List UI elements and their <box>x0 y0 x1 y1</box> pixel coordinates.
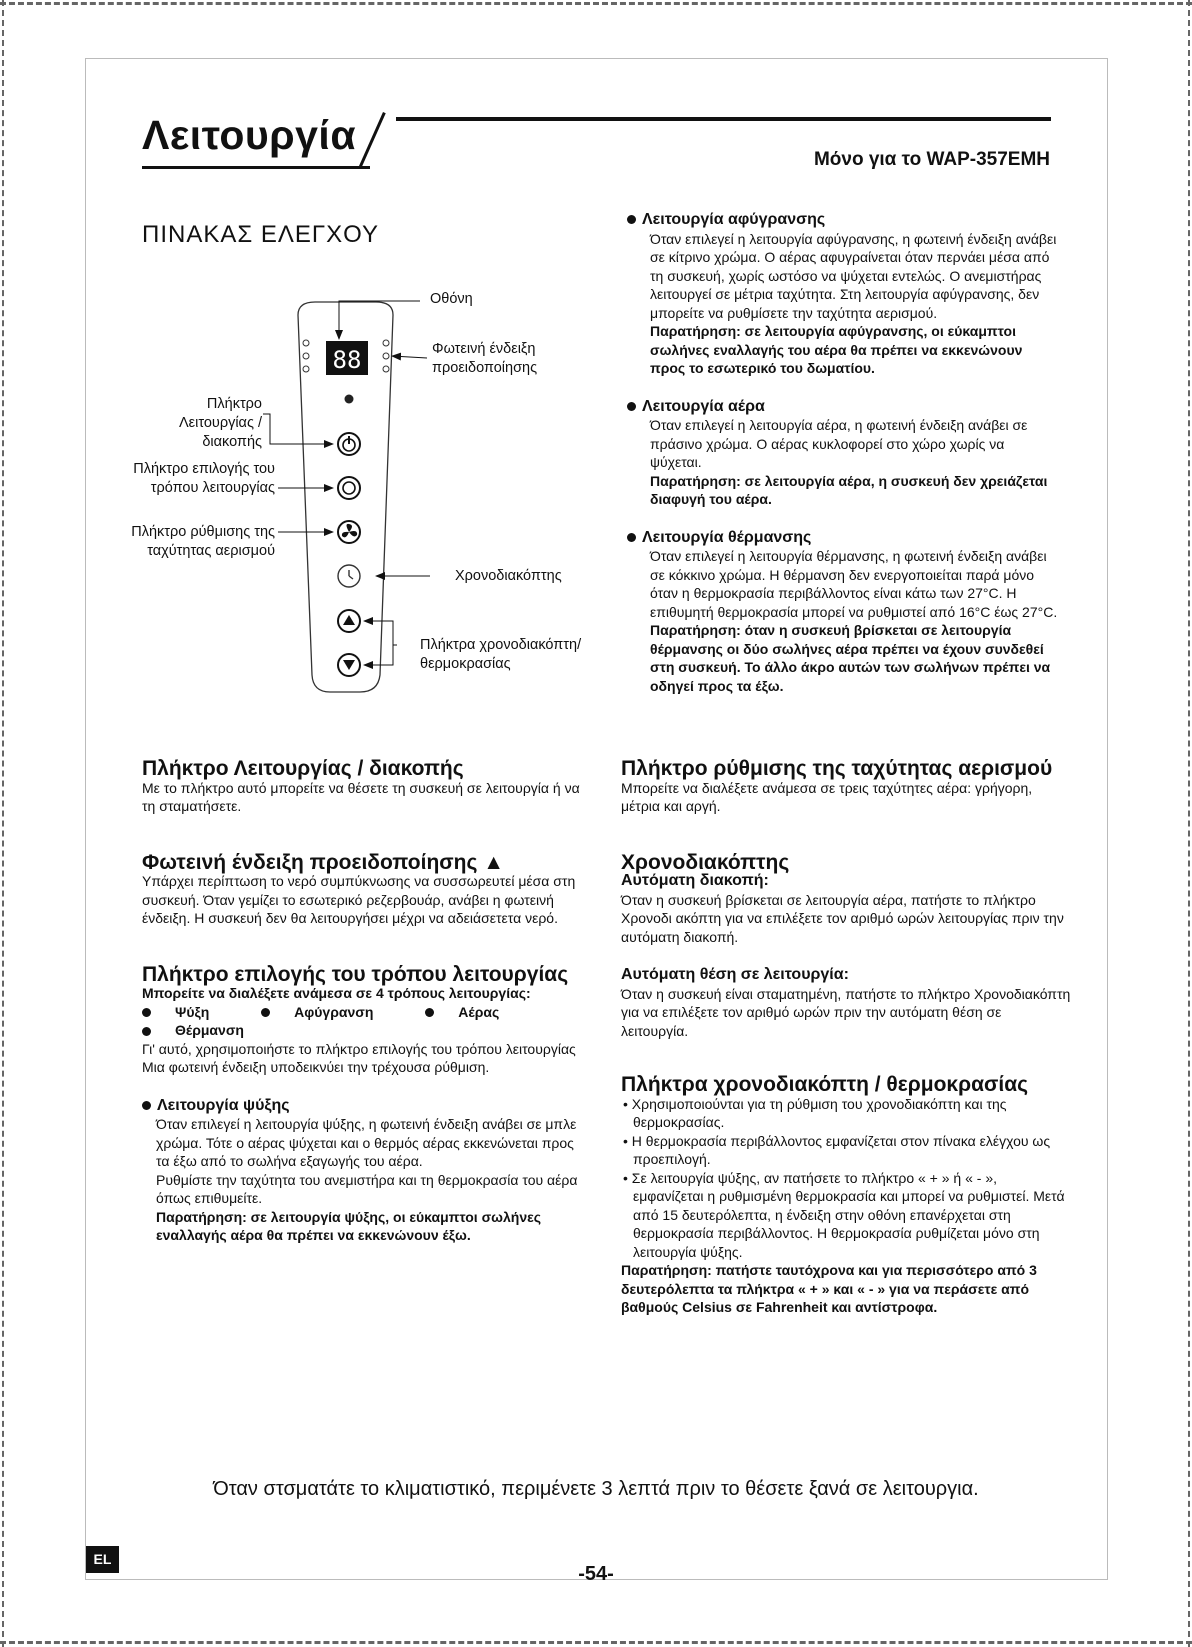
label-fan-key: Πλήκτρο ρύθμισης της ταχύτητας αερισμού <box>131 524 275 559</box>
heating-text: Όταν επιλεγεί η λειτουργία θέρμανσης, η φωτεινή ένδειξη ανάβει σε κόκκινο χρώμα. Η θέρμανση δεν ενεργοποιείται παρά μόνο όταν η θερμοκρασία περιβάλλοντος είναι κάτω των 27°C. Η επιθυμητή θερμοκρασία μπορεί να ρυθμιστεί από 16°C έως 27°C. <box>650 548 1058 620</box>
temp-down-button-icon[interactable] <box>338 654 360 676</box>
mode-intro: Μπορείτε να διαλέξετε ανάμεσα σε 4 τρόπους λειτουργίας: <box>142 985 531 1001</box>
label-timer-temp-keys: Πλήκτρα χρονοδιακόπτη/ θερμοκρασίας <box>420 637 582 672</box>
warning-text: Υπάρχει περίπτωση το νερό συμπύκνωσης να συσσωρευτεί μέσα στη συσκευή. Όταν γεμίζει το εσωτερικό ρεζερβουάρ, ανάβει η φωτεινή ένδειξη. Η συσκευή δεν θα λειτουργήσει μέχρι να αδειάσετετα νερό. <box>142 873 576 926</box>
control-panel-heading: ΠΙΝΑΚΑΣ ΕΛΕΓΧΟΥ <box>142 221 380 248</box>
cut-line-bottom <box>0 1641 1192 1644</box>
bullet-icon <box>627 533 636 542</box>
label-mode-key: Πλήκτρο επιλογής του τρόπου λειτουργίας <box>133 461 275 496</box>
mode-descriptions <box>627 211 1059 695</box>
page-number: -54- <box>578 1563 614 1585</box>
fan-mode-note: Παρατήρηση: σε λειτουργία αέρα, η συσκευή δεν χρειάζεται διαφυγή του αέρα. <box>650 472 1048 507</box>
dehumid-note: Παρατήρηση: σε λειτουργία αφύγρανσης, οι εύκαμπτοι σωλήνες εναλλαγής του αέρα θα πρέπει να εκκενώνουν προς το εσωτερικό του δωματίου. <box>650 323 1023 376</box>
dehumid-text: Όταν επιλεγεί η λειτουργία αφύγρανσης, η φωτεινή ένδειξη ανάβει σε κίτρινο χρώμα. Ο αέρας αφυγραίνεται όταν περνάει μέσα από τη συσκευή, χωρίς ωστόσο να ψύχεται εντελώς. Ο ανεμιστήρας λειτουργεί σε μέτρια ταχύτητα. Στη λειτουργία αφύγρανσης, δεν μπορείτε να ρυθμίσετε την ταχύτητα αερισμού. <box>650 230 1057 321</box>
left-column <box>142 757 582 1245</box>
cooling-note: Παρατήρηση: σε λειτουργία ψύξης, οι εύκαμπτοι σωλήνες εναλλαγής αέρα θα πρέπει να εκκενώνουν έξω. <box>156 1208 542 1243</box>
timer-title: Χρονοδιακόπτης <box>621 850 790 874</box>
cut-line-left <box>2 0 4 1647</box>
warning-title: Φωτεινή ένδειξη προειδοποίησης ▲ <box>142 850 505 874</box>
bullet-icon <box>627 402 636 411</box>
timer-temp-title: Πλήκτρα χρονοδιακόπτη / θερμοκρασίας <box>621 1073 1029 1096</box>
timer-temp-bullet: • Χρησιμοποιούνται για τη ρύθμιση του χρονοδιακόπτη και της θερμοκρασίας. <box>623 1095 1007 1130</box>
mode-item: Ψύξη <box>142 1004 233 1020</box>
display-digits: 88 <box>332 346 362 374</box>
cooling-title: Λειτουργία ψύξης <box>142 1097 582 1116</box>
timer-temp-note: Παρατήρηση: πατήστε ταυτόχρονα και για περισσότερο από 3 δευτερόλεπτα τα πλήκτρα « + » και « - » για να περάσετε από βαθμούς Celsius σε Fahrenheit και αντίστροφα. <box>621 1262 1037 1315</box>
mode-text: Γι' αυτό, χρησιμοποιήστε το πλήκτρο επιλογής του τρόπου λειτουργίας Μια φωτεινή ένδειξη υποδεικνύει την τρέχουσα ρύθμιση. <box>142 1040 576 1075</box>
bullet-icon <box>425 1008 434 1017</box>
label-power-key: Πλήκτρο Λειτουργίας / διακοπής <box>178 396 262 450</box>
power-text: Με το πλήκτρο αυτό μπορείτε να θέσετε τη συσκευή σε λειτουργία ή να τη σταματήσετε. <box>142 779 580 814</box>
right-column <box>621 757 1071 1317</box>
language-badge: EL <box>86 1546 119 1573</box>
temp-up-button-icon[interactable] <box>338 610 360 632</box>
warning-light <box>345 395 354 404</box>
timer-button-icon[interactable] <box>338 565 360 587</box>
mode-title: Πλήκτρο επιλογής του τρόπου λειτουργίας <box>142 962 569 986</box>
fan-speed-title: Πλήκτρο ρύθμισης της ταχύτητας αερισμού <box>621 757 1053 780</box>
mode-item: Θέρμανση <box>142 1022 268 1038</box>
bullet-icon <box>627 215 636 224</box>
fan-mode-text: Όταν επιλεγεί η λειτουργία αέρα, η φωτεινή ένδειξη ανάβει σε πράσινο χρώμα. Ο αέρας κυκλοφορεί στο χώρο χωρίς να ψύχεται. <box>650 417 1028 470</box>
timer-temp-bullet: • Η θερμοκρασία περιβάλλοντος εμφανίζεται στον πίνακα ελέγχου ως προεπιλογή. <box>623 1132 1051 1167</box>
warning-triangle-icon: ▲ <box>483 850 505 874</box>
cut-line-right <box>1188 0 1190 1647</box>
label-warning-light: Φωτεινή ένδειξη προειδοποίησης <box>432 341 538 376</box>
bullet-icon <box>142 1027 151 1036</box>
auto-on-title: Αυτόματη θέση σε λειτουργία: <box>621 966 849 983</box>
title-rule <box>396 117 1051 121</box>
mode-list <box>142 1003 582 1040</box>
fan-speed-text: Μπορείτε να διαλέξετε ανάμεσα σε τρεις ταχύτητες αέρα: γρήγορη, μέτρια και αργή. <box>621 779 1033 814</box>
cooling-text: Όταν επιλεγεί η λειτουργία ψύξης, η φωτεινή ένδειξη ανάβει σε μπλε χρώμα. Τότε ο αέρας ψύχεται και ο θερμός αέρας εκκενώνεται προς τα έξω από το σωλήνα εξαγωγής του αέρα. <box>156 1116 577 1169</box>
label-timer: Χρονοδιακόπτης <box>455 568 562 584</box>
fan-speed-button-icon[interactable] <box>338 521 360 543</box>
auto-on-text: Όταν η συσκευή είναι σταματημένη, πατήστε το πλήκτρο Χρονοδιακόπτη για να επιλέξετε τον αριθμό ωρών πριν την αυτόματη θέση σε λειτουργία. <box>621 985 1071 1039</box>
fan-mode-title: Λειτουργία αέρα <box>627 398 1059 417</box>
heating-note: Παρατήρηση: όταν η συσκευή βρίσκεται σε λειτουργία θέρμανσης οι δύο σωλήνες αέρα πρέπει να έχουν συνδεθεί στη συσκευή. Το άλλο άκρο αυτών των σωλήνων πρέπει να οδηγεί προς τα έξω. <box>650 622 1051 694</box>
model-note: Μόνο για το WAP-357EMH <box>813 149 1050 170</box>
auto-off-title: Αυτόματη διακοπή: <box>621 872 769 889</box>
heating-title: Λειτουργία θέρμανσης <box>627 529 1059 548</box>
cut-line-top <box>0 2 1192 5</box>
mode-button-icon[interactable] <box>338 477 360 499</box>
mode-item: Αέρας <box>425 1004 523 1020</box>
footer-note: Όταν στσματάτε το κλιματιστικό, περιμένετε 3 λεπτά πριν το θέσετε ξανά σε λειτουργια. <box>213 1478 979 1500</box>
power-title: Πλήκτρο Λειτουργίας / διακοπής <box>142 757 464 780</box>
bullet-icon <box>261 1008 270 1017</box>
bullet-icon <box>142 1101 151 1110</box>
timer-temp-bullet: • Σε λειτουργία ψύξης, αν πατήσετε το πλήκτρο « + » ή « - », εμφανίζεται η ρυθμισμένη θερμοκρασία και μπορεί να ρυθμιστεί. Μετά από 15 δευτερόλεπτα, η ένδειξη στην οθόνη επανέρχεται στη θερμοκρασία περιβάλλοντος. Η θερμοκρασία ρυθμίζεται μόνο στη λειτουργία ψύξης. <box>623 1169 1065 1260</box>
control-panel-diagram <box>130 280 650 740</box>
title-underline <box>142 166 370 169</box>
mode-item: Αφύγρανση <box>261 1004 397 1020</box>
dehumid-title: Λειτουργία αφύγρανσης <box>627 211 1059 230</box>
page-title: Λειτουργία <box>142 112 357 158</box>
auto-off-text: Όταν η συσκευή βρίσκεται σε λειτουργία αέρα, πατήστε το πλήκτρο Χρονοδι ακόπτη για να επιλέξετε τον αριθμό ωρών λειτουργίας πριν την αυτόματη διακοπή. <box>621 891 1064 945</box>
label-screen: Οθόνη <box>430 291 473 307</box>
cooling-text-2: Ρυθμίστε την ταχύτητα του ανεμιστήρα και τη θερμοκρασία του αέρα όπως επιθυμείτε. <box>156 1171 578 1206</box>
power-button-icon[interactable] <box>338 433 360 455</box>
bullet-icon <box>142 1008 151 1017</box>
